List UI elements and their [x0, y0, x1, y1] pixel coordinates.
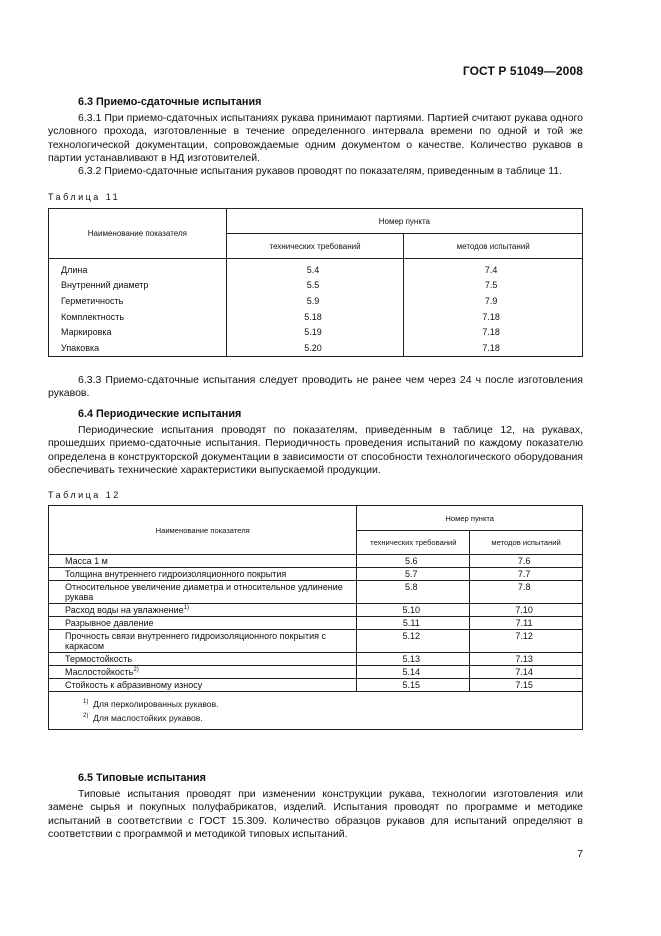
- table-row: [49, 259, 583, 278]
- paragraph-6-3-3-block: [48, 374, 583, 401]
- row-meth: 7.12: [470, 630, 583, 653]
- row-name: Термостойкость: [49, 653, 357, 666]
- table-12-header-group: Номер пункта: [357, 506, 583, 531]
- row-meth: 7.7: [470, 568, 583, 581]
- row-name: Герметичность: [49, 293, 227, 309]
- table-row: [49, 568, 583, 581]
- table-row: [49, 555, 583, 568]
- paragraph-6-4: Периодические испытания проводят по показателям, приведенным в таблице 12, на рукавах, прошедших приемо-сдаточные испытания. Периодичность проведения испытаний по каждому показателю определена в конструкторской документации в зависимости от способности технологического оборудования обеспечивать технические характеристики выпускаемой продукции.: [48, 424, 583, 476]
- row-req: 5.15: [357, 679, 470, 692]
- row-name: Маркировка: [49, 324, 227, 340]
- table-12-header-name: Наименование показателя: [49, 506, 357, 555]
- table-row: [49, 581, 583, 604]
- row-name: Комплектность: [49, 309, 227, 325]
- table-row: [49, 309, 583, 325]
- row-req: 5.11: [357, 617, 470, 630]
- paragraph-6-3-2: 6.3.2 Приемо-сдаточные испытания рукавов проводят по показателям, приведенным в таблице 11.: [78, 165, 563, 178]
- table-row: [49, 278, 583, 294]
- document-id: ГОСТ Р 51049—2008: [462, 64, 583, 78]
- row-name: Прочность связи внутреннего гидроизоляционного покрытия с каркасом: [49, 630, 357, 653]
- row-meth: 7.18: [404, 324, 583, 340]
- table-row: [49, 666, 583, 679]
- table-11-header-group: Номер пункта: [226, 209, 582, 234]
- footnote-1: $^{1)}$ Для перколированных рукавов.: [83, 698, 219, 709]
- section-6-5-text: [48, 788, 583, 841]
- table-row: [49, 324, 583, 340]
- table-row: [49, 293, 583, 309]
- section-6-4-title: 6.4 Периодические испытания: [78, 408, 242, 420]
- row-name: Масса 1 м: [49, 555, 357, 568]
- table-11-caption: Таблица 11: [48, 192, 121, 202]
- row-req: 5.8: [357, 581, 470, 604]
- row-meth: 7.14: [470, 666, 583, 679]
- row-req: 5.9: [226, 293, 404, 309]
- table-12-notes: [49, 692, 583, 730]
- row-req: 5.6: [357, 555, 470, 568]
- row-meth: 7.6: [470, 555, 583, 568]
- row-req: 5.18: [226, 309, 404, 325]
- paragraph-6-5: Типовые испытания проводят при изменении конструкции рукава, технологии изготовления или замене сырья и покупных полуфабрикатов, изделий. Испытания проводят по программе и методике испытаний в соответствии с ГОСТ 15.309. Количество образцов рукавов для испытаний определяют в соответствии с программой и методикой типовых испытаний.: [48, 788, 583, 840]
- section-6-3-title: 6.3 Приемо-сдаточные испытания: [78, 96, 262, 108]
- row-req: 5.14: [357, 666, 470, 679]
- paragraph-6-3-1: 6.3.1 При приемо-сдаточных испытаниях рукава принимают партиями. Партией считают рукава одного условного прохода, изготовленные в течение определенного интервала времени по одной и той же технологической документации, сопровождаемые одним документом о качестве. Количество рукавов в партии устанавливают в НД изготовителей.: [48, 112, 583, 164]
- section-6-3-text: [48, 112, 583, 178]
- table-row: [49, 617, 583, 630]
- row-meth: 7.10: [470, 604, 583, 617]
- row-name: Относительное увеличение диаметра и относительное удлинение рукава: [49, 581, 357, 604]
- table-row: [49, 679, 583, 692]
- row-name: Упаковка: [49, 340, 227, 356]
- row-meth: 7.18: [404, 340, 583, 356]
- row-meth: 7.4: [404, 259, 583, 278]
- row-name: Внутренний диаметр: [49, 278, 227, 294]
- table-row: [49, 340, 583, 356]
- row-req: 5.5: [226, 278, 404, 294]
- table-11-header-name: Наименование показателя: [49, 209, 227, 259]
- section-6-4-text: [48, 424, 583, 477]
- row-name: Расход воды на увлажнение$^{1)}$: [49, 604, 357, 617]
- row-name: Стойкость к абразивному износу: [49, 679, 357, 692]
- row-meth: 7.11: [470, 617, 583, 630]
- footnote-2: $^{2)}$ Для маслостойких рукавов.: [83, 713, 203, 724]
- table-row: [49, 653, 583, 666]
- row-req: 5.4: [226, 259, 404, 278]
- row-req: 5.19: [226, 324, 404, 340]
- row-name: Маслостойкость$^{2)}$: [49, 666, 357, 679]
- row-req: 5.12: [357, 630, 470, 653]
- row-name: Разрывное давление: [49, 617, 357, 630]
- row-req: 5.10: [357, 604, 470, 617]
- table-11-header-req: технических требований: [226, 234, 404, 259]
- row-req: 5.20: [226, 340, 404, 356]
- table-12-header-req: технических требований: [357, 531, 470, 555]
- paragraph-6-3-3: 6.3.3 Приемо-сдаточные испытания следует проводить не ранее чем через 24 ч после изготовления рукавов.: [48, 374, 583, 400]
- row-meth: 7.18: [404, 309, 583, 325]
- row-meth: 7.9: [404, 293, 583, 309]
- row-req: 5.13: [357, 653, 470, 666]
- page-number: 7: [577, 848, 583, 860]
- table-row: [49, 630, 583, 653]
- row-meth: 7.5: [404, 278, 583, 294]
- row-meth: 7.8: [470, 581, 583, 604]
- row-name: Длина: [49, 259, 227, 278]
- row-name: Толщина внутреннего гидроизоляционного покрытия: [49, 568, 357, 581]
- section-6-5-title: 6.5 Типовые испытания: [78, 772, 206, 784]
- table-11-header-meth: методов испытаний: [404, 234, 583, 259]
- table-11: [48, 208, 583, 357]
- table-12: [48, 505, 583, 730]
- table-12-header-meth: методов испытаний: [470, 531, 583, 555]
- row-meth: 7.15: [470, 679, 583, 692]
- table-12-caption: Таблица 12: [48, 490, 121, 500]
- row-req: 5.7: [357, 568, 470, 581]
- row-meth: 7.13: [470, 653, 583, 666]
- table-row: [49, 604, 583, 617]
